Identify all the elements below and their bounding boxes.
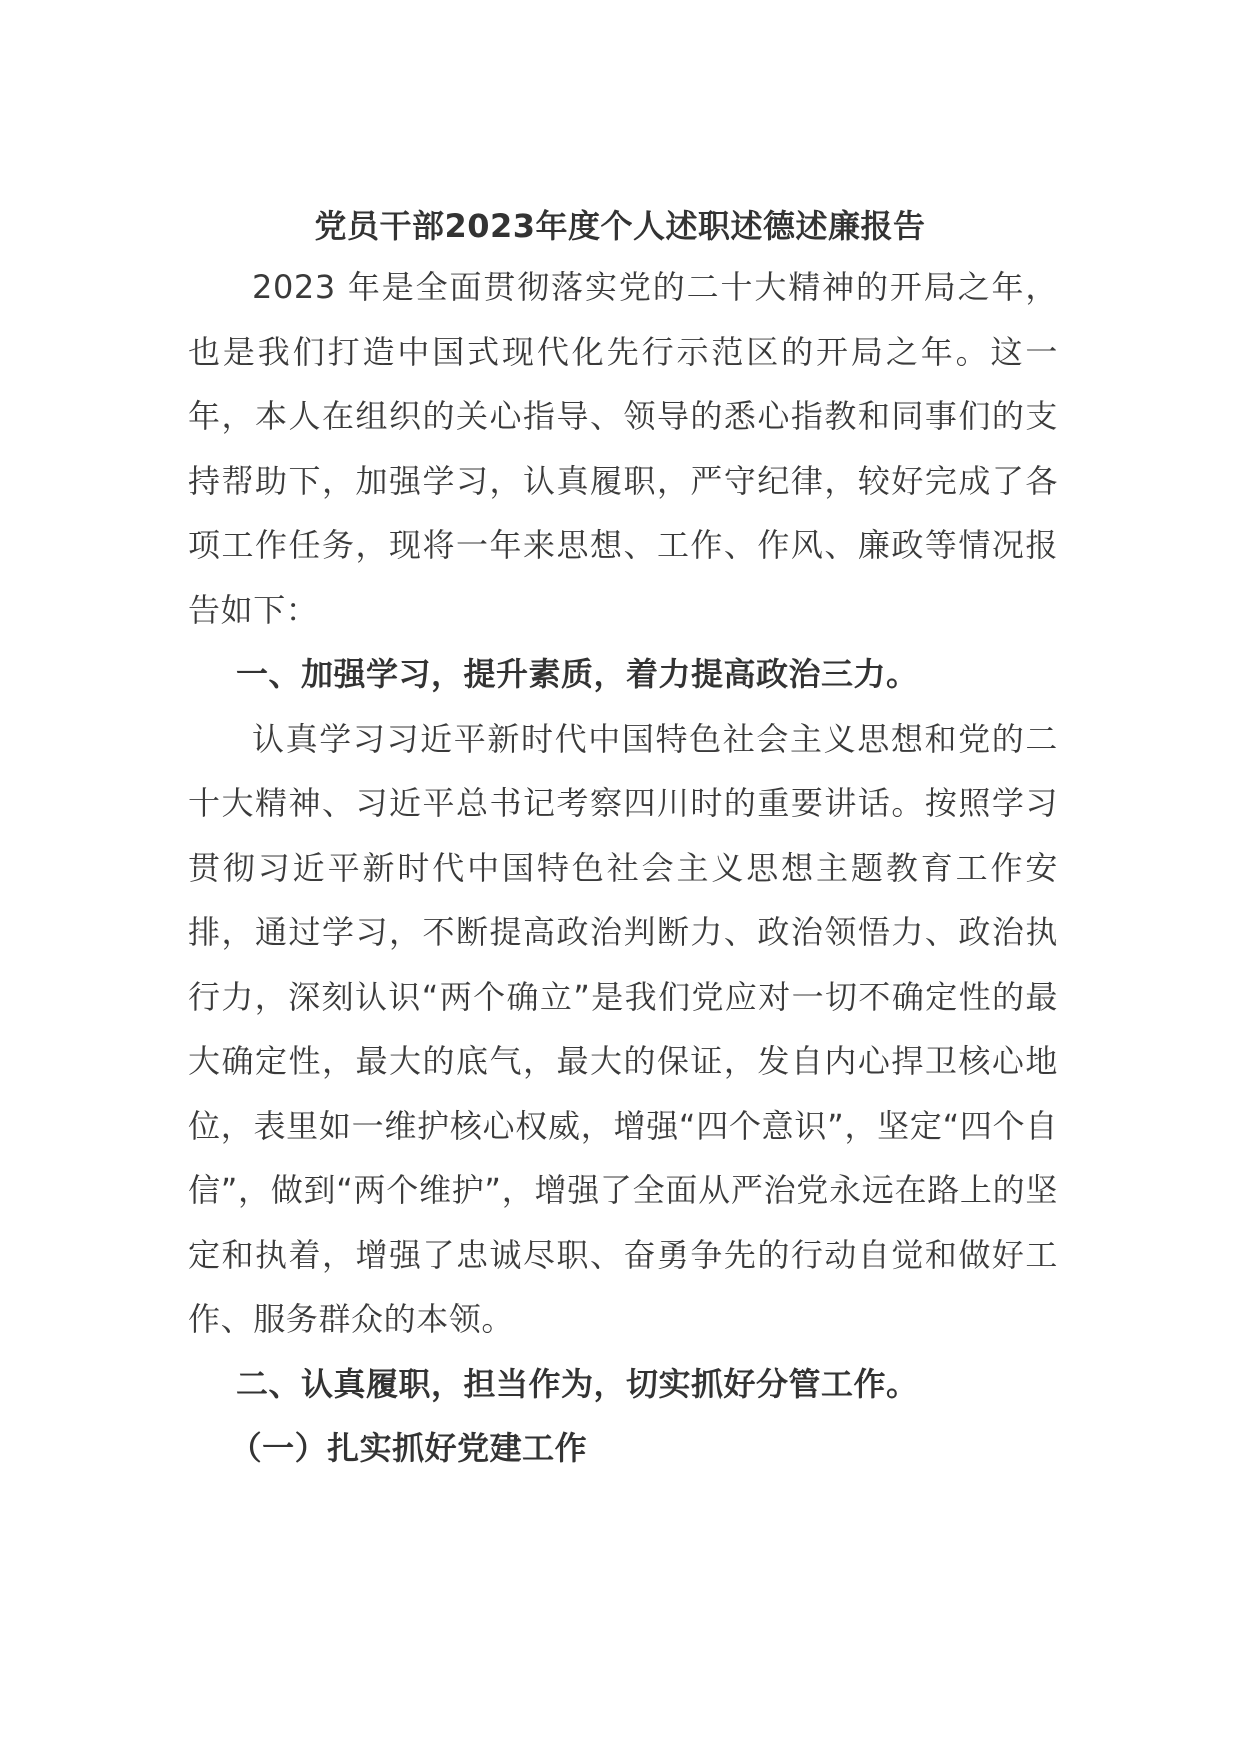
section-1-paragraph: 认真学习习近平新时代中国特色社会主义思想和党的二十大精神、习近平总书记考察四川时的重要讲话。按照学习贯彻习近平新时代中国特色社会主义思想主题教育工作安排，通过学习，不断提高政治判断力、政治领悟力、政治执行力，深刻认识“两个确立”是我们党应对一切不确定性的最大确定性，最大的底气，最大的保证，发自内心捍卫核心地位，表里如一维护核心权威，增强“四个意识”，坚定“四个自信”，做到“两个维护”，增强了全面从严治党永远在路上的坚定和执着，增强了忠诚尽职、奋勇争先的行动自觉和做好工作、服务群众的本领。 — [188, 719, 1058, 1338]
section-1-heading: 一、加强学习，提升素质，着力提高政治三力。 — [236, 655, 919, 693]
section-2-heading: 二、认真履职，担当作为，切实抓好分管工作。 — [236, 1364, 919, 1403]
section-2-subheading: （一）扎实抓好党建工作 — [229, 1429, 588, 1467]
document-title: 党员干部2023年度个人述职述德述廉报告 — [314, 207, 926, 245]
document-body — [188, 255, 1058, 1481]
intro-paragraph: 2023 年是全面贯彻落实党的二十大精神的开局之年，也是我们打造中国式现代化先行示范区的开局之年。这一年，本人在组织的关心指导、领导的悉心指教和同事们的支持帮助下，加强学习，认真履职，严守纪律，较好完成了各项工作任务，现将一年来思想、工作、作风、廉政等情况报告如下： — [188, 268, 1058, 629]
